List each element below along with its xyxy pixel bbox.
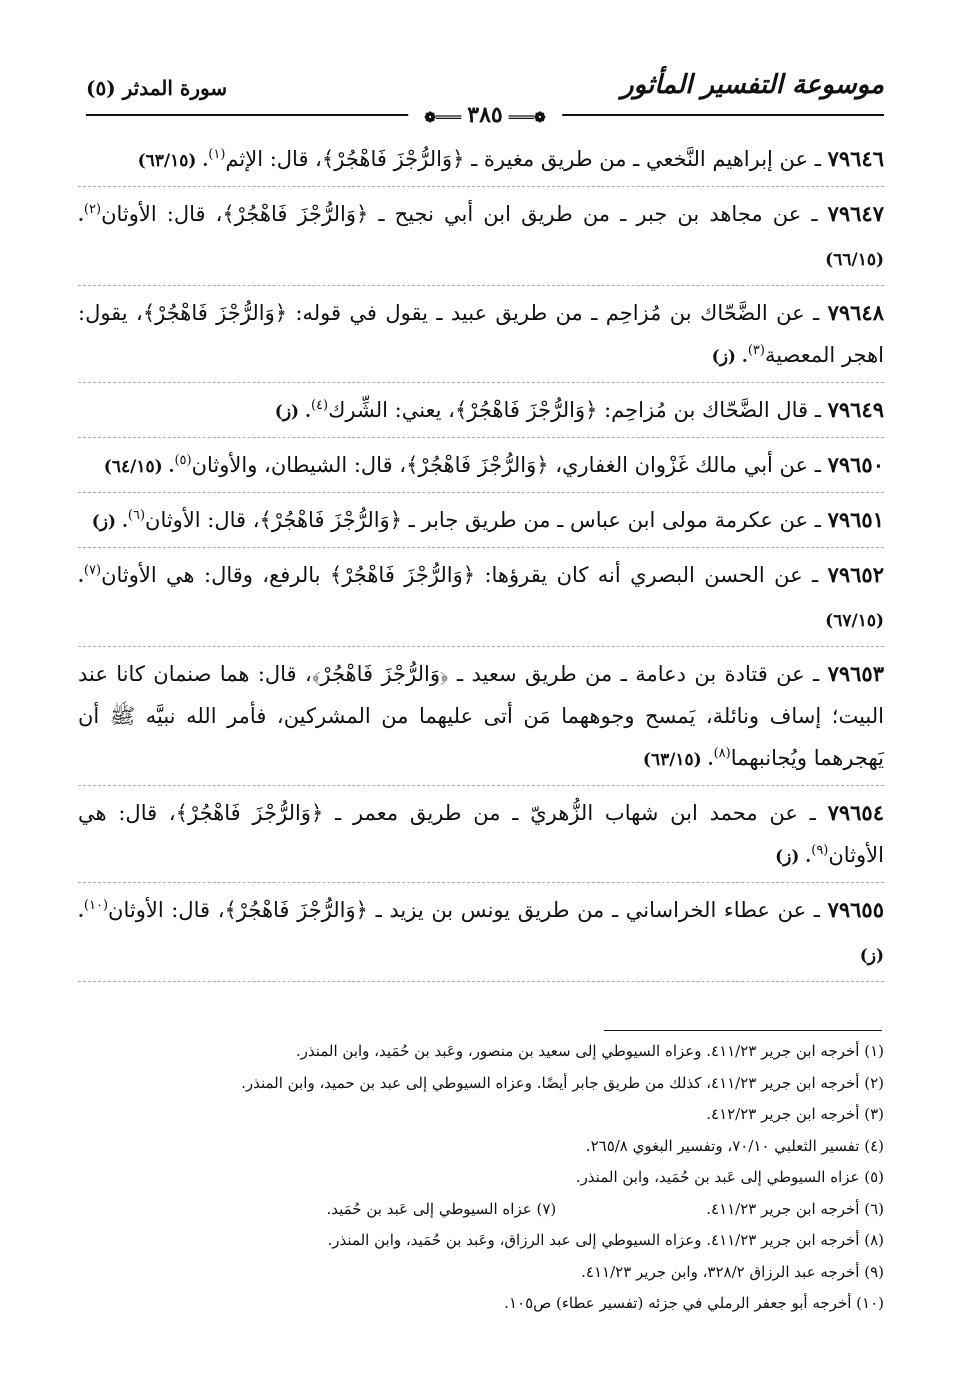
footnote-4: (٤) تفسير الثعلبي ٧٠/١٠، وتفسير البغوي ٢٦٥/٨.: [585, 1136, 884, 1155]
entry-reference: . (٦٦/١٥): [78, 206, 884, 270]
narration-entry: [78, 653, 884, 786]
entry-text: ـ عن عكرمة مولى ابن عباس ـ من طريق جابر ـ ﴿وَالرُّجْزَ فَاهْجُرْ﴾، قال: الأوثان: [145, 508, 821, 532]
footnote-ref[interactable]: (٩): [811, 843, 829, 858]
footnote-9: (٩) أخرجه عبد الرزاق ٣٢٨/٢، وابن جرير ٤١١/٢٣.: [581, 1262, 884, 1281]
narration-entry: [78, 554, 884, 647]
book-title: موسوعة التفسير المأثور: [621, 70, 884, 100]
entry-text: ـ عن أبي مالك غَزْوان الغفاري، ﴿وَالرُّجْزَ فَاهْجُرْ﴾، قال: الشيطان، والأوثان: [191, 453, 821, 477]
entry-text: ـ عن الحسن البصري أنه كان يقرؤها: ﴿وَالرُّجْزَ فَاهْجُرْ﴾ بالرفع، وقال: هي الأوثان: [101, 563, 819, 587]
entry-number: ٧٩٦٤٦: [827, 146, 884, 171]
narration-entry: [78, 292, 884, 383]
footnote-ref[interactable]: (١٠): [83, 898, 109, 913]
footnote-2: (٢) أخرجه ابن جرير ٤١١/٢٣، كذلك من طريق جابر أيضًا. وعزاه السيوطي إلى عبد بن حميد، وابن المنذر.: [241, 1073, 884, 1092]
narration-entry: [78, 499, 884, 548]
footnote-1: (١) أخرجه ابن جرير ٤١١/٢٣. وعزاه السيوطي إلى سعيد بن منصور، وعَبد بن حُمَيد، وابن المنذر.: [295, 1042, 884, 1060]
entry-reference: . (٦٧/١٥): [78, 567, 884, 631]
footnote-ref[interactable]: (٣): [747, 343, 765, 358]
footnote-3: (٣) أخرجه ابن جرير ٤١٢/٢٣.: [706, 1105, 884, 1123]
entry-number: ٧٩٦٥١: [827, 507, 884, 532]
footnote-7: (٧) عزاه السيوطي إلى عَبد بن حُمَيد.: [326, 1199, 557, 1218]
footnotes-section: [78, 1036, 884, 1320]
footnote-ref[interactable]: (١): [208, 147, 226, 162]
entry-reference: . (ز): [274, 402, 311, 422]
footnote-8: (٨) أخرجه ابن جرير ٤١١/٢٣. وعزاه السيوطي إلى عبد الرزاق، وعَبد بن حُمَيد، وابن المنذر.: [327, 1231, 884, 1249]
entry-text: ـ عن محمد ابن شهاب الزُّهريّ ـ من طريق معمر ـ ﴿وَالرُّجْزَ فَاهْجُرْ﴾، قال: هي الأوثان: [78, 801, 884, 867]
footnote-ref[interactable]: (٤): [310, 398, 329, 413]
narration-list: [78, 138, 884, 988]
entry-reference: . (٦٤/١٥): [103, 457, 175, 477]
entry-number: ٧٩٦٥٢: [827, 562, 884, 587]
narration-entry: [78, 889, 884, 982]
entry-text: ـ عن إبراهيم النَّخعي ـ من طريق مغيرة ـ ﴿وَالرُّجْزَ فَاهْجُرْ﴾، قال: الإثم: [225, 147, 821, 171]
entry-text: ـ قال الضَّحّاك بن مُزاحِم: ﴿وَالرُّجْزَ فَاهْجُرْ﴾، يعني: الشِّرك: [328, 398, 821, 422]
entry-text: ـ عن عطاء الخراساني ـ من طريق يونس بن يزيد ـ ﴿وَالرُّجْزَ فَاهْجُرْ﴾، قال: الأوثان: [108, 898, 820, 922]
narration-entry: [78, 193, 884, 286]
entry-reference: . (ز): [91, 512, 128, 532]
page-number: ٣٨٥: [467, 102, 503, 128]
entry-number: ٧٩٦٤٩: [827, 397, 884, 422]
footnote-ref[interactable]: (٨): [713, 746, 731, 761]
entry-text: ـ عن الضَّحّاك بن مُزاحِم ـ من طريق عبيد ـ يقول في قوله: ﴿وَالرُّجْزَ فَاهْجُرْ﴾، يقول: اهجر المعصية: [78, 301, 884, 367]
entry-number: ٧٩٦٤٨: [827, 300, 884, 325]
entry-number: ٧٩٦٤٧: [827, 201, 884, 226]
narration-entry: [78, 792, 884, 883]
footnote-separator: [604, 1030, 882, 1031]
entry-reference: . (٦٣/١٥): [642, 750, 714, 770]
entry-reference: . (ز): [775, 847, 812, 867]
entry-reference: . (ز): [78, 902, 884, 966]
footnote-ref[interactable]: (٢): [83, 202, 102, 217]
entry-number: ٧٩٦٥٣: [827, 661, 884, 686]
entry-text: ـ عن قتادة بن دعامة ـ من طريق سعيد ـ ﴿وَالرُّجْزَ فَاهْجُرْ﴾، قال: هما صنمان كانا عند البيت؛ إساف ونائلة، يَمسح وجوههما مَن أتى عليهما من المشركين، فأمر الله نبيَّه ﷺ أن يَهجرهما ويُجانبهما: [78, 662, 884, 770]
footnote-ref[interactable]: (٥): [174, 453, 192, 468]
surah-label: سورة المدثر (٥): [86, 76, 228, 100]
ornament-icon: ❁═══: [508, 110, 546, 126]
footnote-ref[interactable]: (٦): [127, 508, 146, 523]
ornament-icon: ═══❁: [424, 110, 462, 126]
footnote-6: (٦) أخرجه ابن جرير ٤١١/٢٣.: [706, 1199, 884, 1218]
entry-number: ٧٩٦٥٤: [827, 800, 884, 825]
entry-reference: . (ز): [711, 347, 748, 367]
footnote-10: (١٠) أخرجه أبو جعفر الرملي في جزئه (تفسير عطاء) ص١٠٥.: [504, 1294, 884, 1312]
entry-text: ـ عن مجاهد بن جبر ـ من طريق ابن أبي نجيح ـ ﴿وَالرُّجْزَ فَاهْجُرْ﴾، قال: الأوثان: [101, 202, 818, 226]
entry-number: ٧٩٦٥٠: [827, 452, 884, 477]
narration-entry: [78, 138, 884, 187]
footnote-ref[interactable]: (٧): [83, 563, 102, 578]
footnote-5: (٥) عزاه السيوطي إلى عَبد بن حُمَيد، وابن المنذر.: [575, 1168, 884, 1186]
page-header: [86, 70, 884, 130]
footnote-pair: [78, 1194, 884, 1226]
page-number-box: [408, 102, 562, 128]
narration-entry: [78, 389, 884, 438]
narration-entry: [78, 444, 884, 493]
entry-reference: . (٦٣/١٥): [137, 151, 209, 171]
entry-number: ٧٩٦٥٥: [827, 897, 884, 922]
